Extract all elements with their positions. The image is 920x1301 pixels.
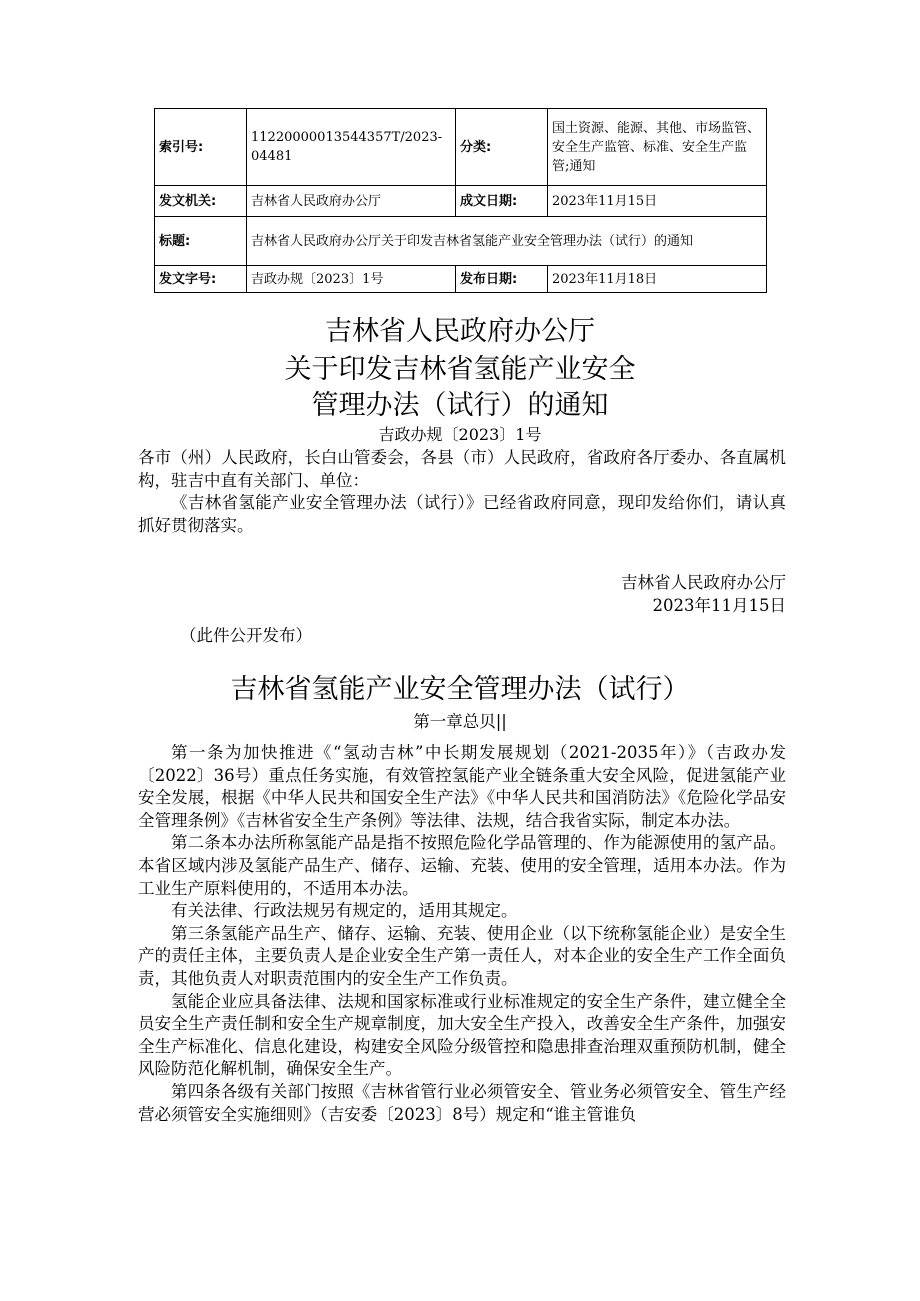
category-label: 分类: bbox=[456, 109, 548, 186]
title-value: 吉林省人民政府办公厅关于印发吉林省氢能产业安全管理办法（试行）的通知 bbox=[247, 217, 767, 266]
docno-value: 吉政办规〔2023〕1号 bbox=[247, 266, 456, 293]
docno-label: 发文字号: bbox=[155, 266, 247, 293]
document-metadata-table bbox=[154, 108, 767, 293]
notice-body-paragraph: 《吉林省氢能产业安全管理办法（试行）》已经省政府同意，现印发给你们，请认真抓好贯彻落实。 bbox=[138, 493, 786, 535]
notice-doc-number: 吉政办规〔2023〕1号 bbox=[378, 425, 542, 444]
notice-addressees: 各市（州）人民政府，长白山管委会，各县（市）人民政府，省政府各厅委办、各直属机构，驻吉中直有关部门、单位： bbox=[138, 448, 786, 490]
notice-title-line-1: 吉林省人民政府办公厅 bbox=[325, 316, 595, 347]
publish-label: 发布日期: bbox=[456, 266, 548, 293]
article-paragraph: 第三条氢能产品生产、储存、运输、充装、使用企业（以下统称氢能企业）是安全生产的责任主体，主要负责人是企业安全生产第一责任人，对本企业的安全生产工作全面负责，其他负责人对职责范围内的安全生产工作负责。 bbox=[138, 923, 786, 988]
article-paragraph: 第一条为加快推进《“氢动吉林”中长期发展规划（2021-2035年）》（吉政办发〔2022〕36号）重点任务实施，有效管控氢能产业全链条重大安全风险，促进氢能产业安全发展，根据《中华人民共和国安全生产法》《中华人民共和国消防法》《危险化学品安全管理条例》《吉林省安全生产条例》等法律、法规，结合我省实际，制定本办法。 bbox=[138, 743, 786, 830]
index-value: 11220000013544357T/2023-04481 bbox=[247, 109, 456, 186]
notice-body bbox=[138, 447, 786, 537]
publish-value: 2023年11月18日 bbox=[548, 266, 767, 293]
measures-body bbox=[138, 742, 786, 1126]
notice-signature: 吉林省人民政府办公厅 bbox=[621, 573, 786, 592]
title-label: 标题: bbox=[155, 217, 247, 266]
article-paragraph: 氢能企业应具备法律、法规和国家标准或行业标准规定的安全生产条件，建立健全全员安全生产责任制和安全生产规章制度，加大安全生产投入，改善安全生产条件，加强安全生产标准化、信息化建设，构建安全风险分级管控和隐患排查治理双重预防机制，健全风险防范化解机制，确保安全生产。 bbox=[138, 991, 786, 1079]
public-note: （此件公开发布） bbox=[180, 626, 312, 645]
date-label: 成文日期: bbox=[456, 186, 548, 217]
notice-sign-date: 2023年11月15日 bbox=[652, 596, 786, 615]
index-label: 索引号: bbox=[155, 109, 247, 186]
article-paragraph: 有关法律、行政法规另有规定的，适用其规定。 bbox=[171, 901, 518, 921]
measures-title: 吉林省氢能产业安全管理办法（试行） bbox=[230, 674, 690, 705]
date-value: 2023年11月15日 bbox=[548, 186, 767, 217]
issuer-value: 吉林省人民政府办公厅 bbox=[247, 186, 456, 217]
issuer-label: 发文机关: bbox=[155, 186, 247, 217]
article-paragraph: 第四条各级有关部门按照《吉林省管行业必须管安全、管业务必须管安全、管生产经营必须管安全实施细则》（吉安委〔2023〕8号）规定和“谁主管谁负 bbox=[138, 1081, 786, 1124]
chapter-heading: 第一章总贝|| bbox=[413, 712, 507, 731]
notice-title-line-2: 关于印发吉林省氢能产业安全 bbox=[284, 354, 636, 385]
article-paragraph: 第二条本办法所称氢能产品是指不按照危险化学品管理的、作为能源使用的氢产品。本省区域内涉及氢能产品生产、储存、运输、充装、使用的安全管理，适用本办法。作为工业生产原料使用的，不适用本办法。 bbox=[138, 833, 786, 898]
category-value: 国土资源、能源、其他、市场监管、安全生产监管、标准、安全生产监管;通知 bbox=[548, 109, 767, 186]
notice-title-line-3: 管理办法（试行）的通知 bbox=[311, 390, 609, 421]
